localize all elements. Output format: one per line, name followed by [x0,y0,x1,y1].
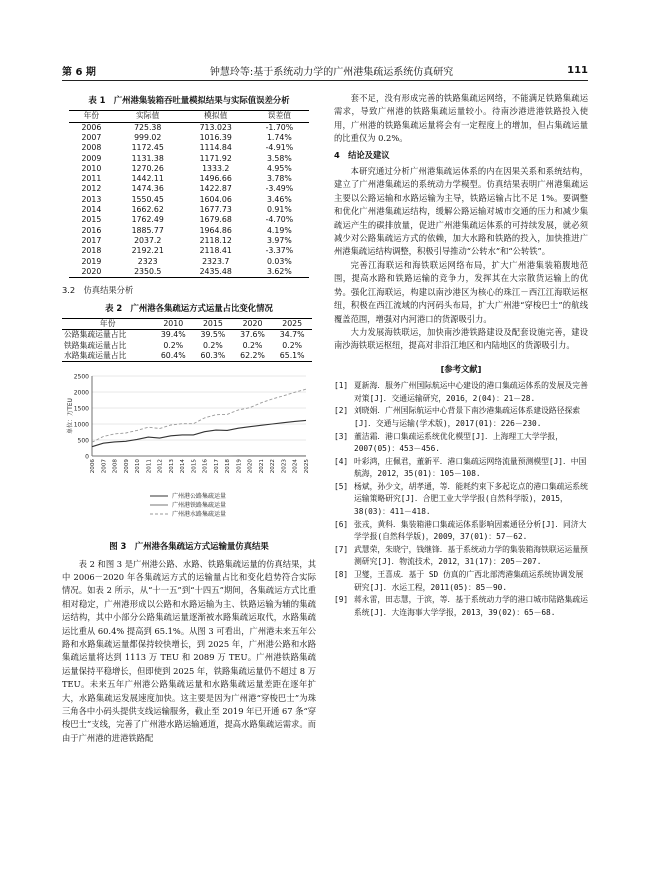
x-tick-label: 2007 [101,459,108,474]
table1-cell: 1604.06 [199,194,232,204]
body-paragraph: 本研究通过分析广州港集疏运体系的内在因果关系和系统结构，建立了广州港集疏运的系统动力学模型。仿真结果表明广州港集疏运主要以公路运输和水路运输为主导，铁路运输占比不足 1%。要调整和优化广州港集疏运结构，缓解公路运输对城市交通的压力和减少集疏运产生的碳排放量，促进广州港集疏运体系的可持续发展，就必须减少对公路集疏运方式的依赖，加大水路和铁路的投入，加快推进广州港集疏运结构调整，积极引导推动“公转水”和“公转铁”。 [334,166,588,257]
table1-cell: 2118.12 [199,235,232,245]
table1-header-row [69,111,309,122]
left-column [62,92,316,745]
reference-text: 武慧荣，朱晓宁，钱继锋．基于系统动力学的集装箱海铁联运运量预测研究[J]．物流技术，2012，31(17)：205－207. [354,544,588,567]
table2-col-header: 2025 [282,318,303,328]
table1-cell: 2014 [81,205,102,215]
reference-text: 杨斌，孙少文，胡孝通，等．能耗约束下多起讫点的港口集疏运系统运输策略研究[J]．合肥工业大学学报(自然科学版)，2015，38(03)：411－418. [354,481,588,517]
y-tick-label: 2000 [73,389,89,397]
table2-caption: 表 2 广州港各集疏运方式运量占比变化情况 [105,302,273,313]
table1-cell: 3.58% [266,153,292,163]
legend-label: 广州港公路集疏运量 [172,493,227,501]
reference-item [334,594,588,619]
reference-text: 刘晓娟．广州国际航运中心背景下南沙港集疏运体系建设路径探索[J]．交通与运输(学术版)，2017(01)：226－230. [354,406,581,428]
table1-cell: 2011 [81,174,102,184]
reference-text: 叶彩鸿，庄佩君，董新平．港口集疏运网络流量预测模型[J]．中国航海，2012，35(01)：105－108. [354,456,587,479]
x-tick-label: 2019 [236,459,243,474]
series-line-2 [92,389,306,442]
table2-cell: 34.7% [279,330,305,340]
x-tick-label: 2021 [258,459,265,474]
reference-item [334,405,588,430]
right-body-text-top [334,92,588,146]
reference-number: [5] [334,481,349,491]
table1-cell: 1333.2 [202,163,230,173]
x-tick-label: 2008 [112,459,119,474]
table1-row [69,184,309,194]
table1-cell: 2435.48 [199,266,232,276]
reference-text: 卫燮，王喜成．基于 SD 仿真的广西北部湾港集疏运系统协调发展研究[J]．水运工程，2011(05)：85－90. [354,570,584,592]
table1-cell: 4.19% [266,225,292,235]
section-4-heading: 4 结论及建议 [334,149,390,160]
x-tick-label: 2015 [191,459,198,474]
x-tick-label: 2014 [180,459,187,474]
y-axis-label: 单位：万TEU [67,398,74,435]
table1-row [69,226,309,236]
table2-row [62,351,312,362]
table1-cell: 3.97% [266,235,292,245]
reference-item [334,544,588,569]
table1-cell: 2012 [81,184,102,194]
right-column [334,92,588,619]
table1-cell: 1550.45 [131,194,164,204]
table1-cell: 2323.7 [202,256,230,266]
table1-cell: 1662.62 [131,205,164,215]
table1-cell: 1114.84 [199,143,232,153]
table1-cell: 2118.41 [199,246,232,256]
y-tick-label: 0 [85,453,89,461]
table1-cell: 2018 [81,246,102,256]
table1-cell: 713.023 [199,122,232,132]
table1-cell: 2009 [81,153,102,163]
body-paragraph: 大力发展海铁联运，加快南沙港铁路建设及配套设施完善，建设南沙海铁联运枢纽，提高对非沿江地区和内陆地区的货源吸引力。 [334,326,588,351]
references-list [334,380,588,619]
reference-item [334,380,588,405]
table2-cell: 60.3% [200,350,226,360]
table1-row [69,236,309,246]
reference-number: [8] [334,570,349,580]
reference-number: [7] [334,544,349,554]
y-tick-label: 1500 [73,405,89,413]
y-tick-label: 1000 [73,421,89,429]
figure3-svg [62,368,312,536]
reference-number: [3] [334,431,349,441]
table2-cell: 65.1% [279,350,305,360]
running-title: 钟慧玲等:基于系统动力学的广州港集疏运系统仿真研究 [209,66,454,78]
table1-col-header: 实际值 [136,111,160,121]
table1-cell: -4.91% [265,143,294,153]
table1-cell: 0.91% [266,205,292,215]
table1-cell: 1474.36 [131,184,164,194]
reference-item [334,569,588,594]
table1-cell: 0.03% [266,256,292,266]
table1-cell: 2350.5 [134,266,162,276]
table1-row [69,267,309,278]
table1-body [69,122,309,277]
running-header [62,62,588,78]
x-tick-label: 2010 [135,459,142,474]
figure3-caption: 图 3 广州港各集疏运方式运输量仿真结果 [109,541,269,552]
table1-cell: 1270.26 [131,163,164,173]
table1-cell: 2017 [81,235,102,245]
table1-col-header: 年份 [83,111,100,121]
table1 [69,110,309,278]
table1-cell: -3.37% [265,246,294,256]
table1-cell: 4.95% [266,163,292,173]
table1-cell: 2015 [81,215,102,225]
table1-row [69,164,309,174]
references-heading: [参考文献] [440,363,482,374]
reference-number: [4] [334,456,349,466]
figure3-chart [62,368,312,536]
table1-cell: 999.02 [134,133,162,142]
table1-cell: 1677.73 [199,205,232,215]
table1-cell: 1016.39 [199,133,232,142]
table1-cell: 3.62% [266,266,292,276]
section-3-2-heading: 3.2 仿真结果分析 [62,285,134,296]
table2-col-header: 2015 [202,318,223,328]
x-tick-label: 2006 [90,459,96,474]
x-tick-label: 2025 [304,459,310,474]
x-tick-label: 2017 [213,459,220,474]
table1-cell: 2016 [81,225,102,235]
body-paragraph: 完善江海联运和海铁联运网络布局，扩大广州港集装箱腹地范围，提高水路和铁路运输的竞争力，发挥其在大宗散货运输上的优势。强化江海联运，构建以南沙港区为核心的珠江－西江江海联运枢纽，积极在西江流域的内河码头布局，扩大广州港“穿梭巴士”的航线覆盖范围，增强对内河港口的货源吸引力。 [334,259,588,324]
body-paragraph: 套不足，没有形成完善的铁路集疏运网络，不能满足铁路集疏运需求，导致广州港的铁路集疏运量较小。待南沙港进港铁路投入使用，广州港的铁路集疏运量将会有一定程度上的增加，但占集疏运量的比重仅为 0.2%。 [334,93,588,144]
reference-number: [9] [334,595,349,605]
table1-cell: 1171.92 [199,153,232,163]
reference-item [334,456,588,481]
table1-row [69,143,309,153]
table2-cell: 铁路集疏运量占比 [64,340,127,350]
table1-cell: -1.70% [265,122,294,132]
table2-cell: 62.2% [240,350,265,360]
table1-cell: 2192.21 [131,246,164,256]
page-number: 111 [567,64,588,76]
table1-cell: -3.49% [265,184,294,194]
reference-item [334,481,588,519]
table2-row [62,341,312,351]
table1-cell: 1885.77 [131,225,164,235]
table1-cell: 2020 [81,266,102,276]
table1-cell: -4.70% [265,215,294,225]
table2-cell: 37.6% [240,330,265,340]
table2 [62,318,312,362]
x-tick-label: 2020 [247,459,254,474]
x-tick-label: 2011 [146,459,153,474]
table1-cell: 3.78% [266,174,292,184]
table1-cell: 2006 [81,122,102,132]
x-tick-label: 2012 [157,459,164,474]
table1-cell: 1.74% [266,133,292,142]
reference-number: [6] [334,519,349,529]
table1-row [69,257,309,267]
table1-cell: 2019 [81,256,102,266]
x-tick-label: 2016 [202,459,209,474]
header-rule [62,80,588,81]
table2-cell: 60.4% [160,350,186,360]
table2-col-header: 年份 [99,318,116,328]
table2-cell: 0.2% [282,340,303,350]
table2-cell: 公路集疏运量占比 [64,330,127,340]
issue-number: 第 6 期 [62,66,96,78]
y-tick-label: 500 [77,437,89,445]
table1-cell: 2323 [137,256,158,266]
table1-cell: 2010 [81,163,102,173]
table2-row [62,330,312,341]
reference-text: 蒋永雷，田志慧，于滨，等．基于系统动力学的港口城市陆路集疏运系统[J]．大连海事大学学报，2013，39(02)：65－68. [354,595,588,617]
series-line-0 [92,421,306,447]
table1-col-header: 模拟值 [204,111,228,121]
table1-caption: 表 1 广州港集装箱吞吐量模拟结果与实际值误差分析 [88,95,290,105]
reference-item [334,519,588,544]
reference-item [334,431,588,456]
conclusion-text [334,165,588,353]
table1-cell: 1422.87 [199,184,232,194]
table1-cell: 1679.68 [199,215,232,225]
table1-cell: 1172.45 [131,143,164,153]
table1-row [69,246,309,256]
table1-cell: 1131.38 [131,153,164,163]
table2-col-header: 2010 [163,318,184,328]
x-tick-label: 2022 [270,459,277,474]
table1-cell: 1442.11 [131,174,164,184]
x-tick-label: 2009 [123,459,130,474]
x-tick-label: 2024 [292,459,299,474]
table1-cell: 2008 [81,143,102,153]
table2-cell: 0.2% [202,340,223,350]
table2-header-row [62,318,312,329]
table1-row [69,133,309,143]
table1-cell: 3.46% [266,194,292,204]
table2-cell: 39.5% [200,330,226,340]
reference-text: 张戎，黄科．集装箱港口集疏运体系影响因素通径分析[J]．同济大学学报(自然科学版)，2009，37(01)：57－62. [354,519,587,542]
table2-cell: 39.4% [160,330,186,340]
table2-body [62,330,312,362]
reference-number: [2] [334,406,349,416]
legend-label: 广州港水路集疏运量 [172,511,227,519]
table1-cell: 1496.66 [199,174,232,184]
table1-row [69,154,309,164]
table2-col-header: 2020 [242,318,263,328]
left-body-text [62,558,316,746]
table1-row [69,205,309,215]
table2-cell: 0.2% [163,340,184,350]
x-tick-label: 2018 [225,459,232,474]
table1-cell: 1762.49 [131,215,164,225]
table1-row [69,215,309,225]
table1-row [69,122,309,133]
x-tick-label: 2013 [168,459,175,474]
table1-row [69,174,309,184]
reference-number: [1] [334,381,349,391]
y-tick-label: 2500 [73,373,89,381]
table1-cell: 2037.2 [134,235,162,245]
table1-cell: 2007 [81,133,102,142]
reference-text: 夏新海．服务广州国际航运中心建设的港口集疏运体系的发展及完善对策[J]．交通运输研究，2016，2(04)：21－28. [354,381,588,403]
table1-cell: 2013 [81,194,102,204]
table2-cell: 水路集疏运量占比 [64,350,127,360]
table2-cell: 0.2% [242,340,263,350]
x-tick-label: 2023 [281,459,288,474]
body-paragraph: 表 2 和图 3 是广州港公路、水路、铁路集疏运量的仿真结果，其中 2006－2020 年各集疏运方式的运输量占比和变化趋势符合实际情况。如表 2 所示，从“十一五”到“十四五”期间，各集疏运方式比重相对稳定，广州港形成以公路和水路运输为主、铁路运输为辅的集疏运结构，其中小部分公路集疏运量逐渐被水路集疏运取代，水路集疏运比重从 60.4% 提高到 65.1%。从图 3 可看出，广州港未来五年公路和水路集疏运量都保持较快增长，到 2025 年，广州港公路和水路集疏运量将达到 1113 万 TEU 和 2089 万 TEU。广州港铁路集疏运量保持平稳增长，但即使到 2025 年，铁路集疏运量仍不超过 8 万 TEU。未来五年广州港公路集疏运量和水路集疏运量差距在逐年扩大，水路集疏运发展速度加快。这主要是因为广州港“穿梭巴士”为珠三角各中小码头提供支线运输服务，截止至 2019 年已开通 67 条“穿梭巴士”支线，完善了广州港水路运输通道，提高水路集疏运需求。而由于广州港的进港铁路配 [62,558,316,743]
legend-label: 广州港铁路集疏运量 [172,502,227,510]
table1-row [69,195,309,205]
table1-col-header: 误差值 [267,111,292,121]
reference-text: 董洁霜．港口集疏运系统优化模型[J]．上海理工大学学报，2007(05)：453－456. [354,431,564,454]
table1-cell: 725.38 [134,122,162,132]
table1-cell: 1964.86 [199,225,232,235]
